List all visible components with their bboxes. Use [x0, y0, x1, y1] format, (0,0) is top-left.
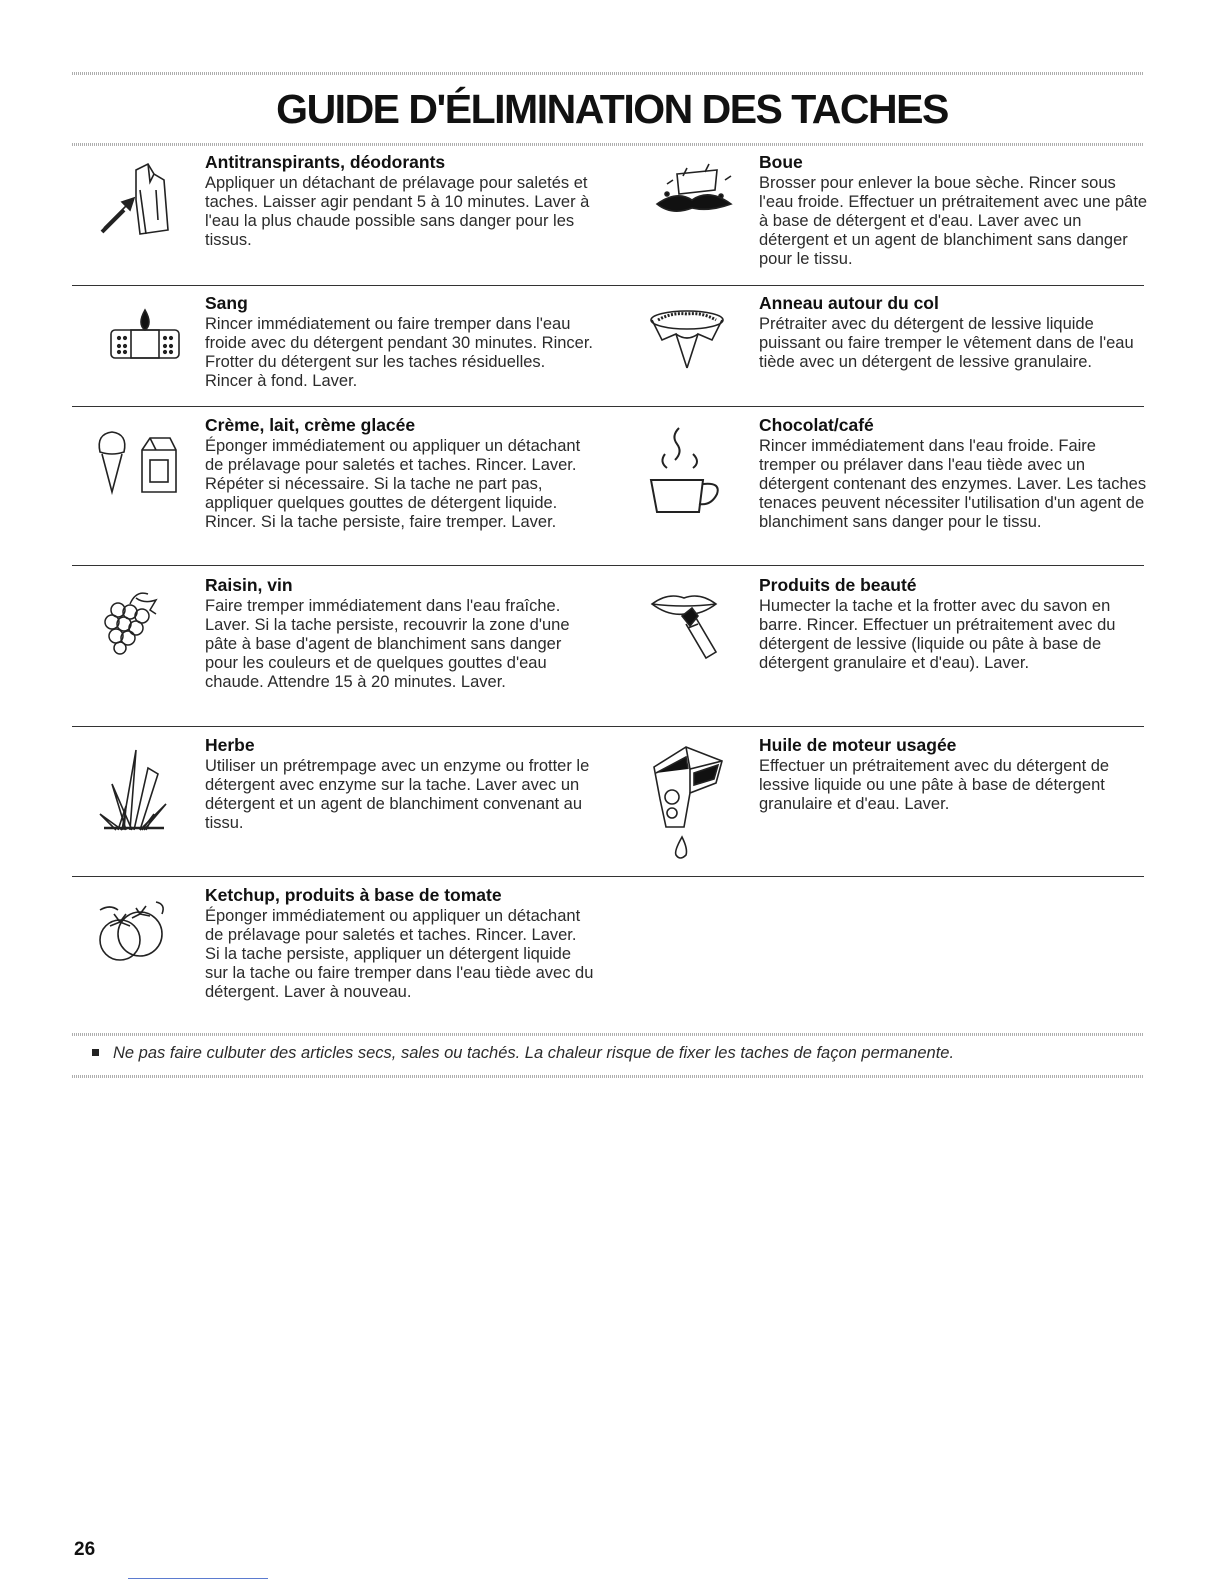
- entry-title: Boue: [759, 152, 803, 172]
- mud-splash-icon: [647, 160, 737, 220]
- stain-entry-cream-milk: [205, 415, 595, 532]
- tomato-icon: [96, 900, 178, 962]
- stain-entry-collar-ring: [759, 293, 1149, 372]
- stain-entry-blood: [205, 293, 595, 391]
- coffee-cup-icon: [645, 424, 729, 520]
- footnote-text: Ne pas faire culbuter des articles secs, sales ou tachés. La chaleur risque de fixer les taches de façon permanente.: [113, 1044, 955, 1062]
- entry-title: Huile de moteur usagée: [759, 735, 957, 755]
- entry-title: Raisin, vin: [205, 575, 293, 595]
- row-divider: [72, 406, 1144, 407]
- row-divider: [72, 565, 1144, 566]
- page-title: GUIDE D'ÉLIMINATION DES TACHES: [276, 86, 948, 132]
- entry-text: Effectuer un prétraitement avec du détergent de lessive liquide ou une pâte à base de détergent granulaire et d'eau. Laver.: [759, 757, 1110, 813]
- stain-entry-ketchup: [205, 885, 595, 1002]
- title-dotted-rule: [72, 143, 1144, 146]
- entry-title: Sang: [205, 293, 248, 313]
- stain-entry-antiperspirant: [205, 152, 595, 250]
- entry-text: Appliquer un détachant de prélavage pour saletés et taches. Laisser agir pendant 5 à 10 minutes. Laver à l'eau la plus chaude possible sans danger pour les tissus.: [205, 174, 590, 249]
- footer-link-underline: [128, 1578, 268, 1579]
- stain-entry-grass: [205, 735, 595, 833]
- entry-text: Éponger immédiatement ou appliquer un détachant de prélavage pour saletés et taches. Rincer. Laver. Répéter si nécessaire. Si la tache ne part pas, appliquer quelques gouttes de détergent liquide. Rincer. Si la tache persiste, faire tremper. Laver.: [205, 437, 581, 531]
- stain-entry-mud: [759, 152, 1149, 269]
- bullet-icon: [92, 1049, 99, 1056]
- lipstick-icon: [648, 586, 720, 668]
- ice-cream-milk-icon: [92, 424, 182, 496]
- bandage-icon: [107, 306, 183, 364]
- stain-entry-motor-oil: [759, 735, 1149, 814]
- entry-title: Ketchup, produits à base de tomate: [205, 885, 502, 905]
- row-divider: [72, 726, 1144, 727]
- note-dotted-rule-bottom: [72, 1075, 1144, 1078]
- footnote: [92, 1044, 954, 1063]
- oil-can-icon: [646, 743, 728, 863]
- entry-text: Rincer immédiatement ou faire tremper dans l'eau froide avec du détergent pendant 30 minutes. Rincer. Frotter du détergent sur les taches résiduelles. Rincer à fond. Laver.: [205, 315, 593, 390]
- grapes-icon: [96, 586, 166, 656]
- entry-title: Herbe: [205, 735, 255, 755]
- entry-text: Prétraiter avec du détergent de lessive liquide puissant ou faire tremper le vêtement dans de l'eau tiède avec un détergent de lessive granulaire.: [759, 315, 1134, 371]
- entry-title: Antitranspirants, déodorants: [205, 152, 446, 172]
- entry-text: Brosser pour enlever la boue sèche. Rincer sous l'eau froide. Effectuer un prétraitement avec une pâte à base de détergent et d'eau. Laver avec un détergent et un agent de blanchiment sans danger pour le tissu.: [759, 174, 1148, 268]
- grass-icon: [96, 744, 172, 834]
- entry-text: Humecter la tache et la frotter avec du savon en barre. Rincer. Effectuer un prétraitement avec du détergent de lessive (liquide ou pâte à base de détergent granulaire et d'eau). Laver.: [759, 597, 1116, 672]
- entry-title: Produits de beauté: [759, 575, 917, 595]
- row-divider: [72, 876, 1144, 877]
- entry-text: Éponger immédiatement ou appliquer un détachant de prélavage pour saletés et taches. Rincer. Laver. Si la tache persiste, appliquer un détergent liquide sur la tache ou faire tremper dans l'eau tiède avec du détergent. Laver à nouveau.: [205, 907, 594, 1001]
- collar-icon: [646, 306, 728, 372]
- entry-title: Anneau autour du col: [759, 293, 939, 313]
- stain-entry-beauty-products: [759, 575, 1149, 673]
- page-number: 26: [74, 1539, 96, 1560]
- entry-text: Faire tremper immédiatement dans l'eau fraîche. Laver. Si la tache persiste, recouvrir la zone d'une pâte à base d'agent de blanchiment sans danger pour les couleurs et de quelques gouttes d'eau chaude. Attendre 15 à 20 minutes. Laver.: [205, 597, 570, 691]
- entry-title: Chocolat/café: [759, 415, 874, 435]
- entry-text: Rincer immédiatement dans l'eau froide. Faire tremper ou prélaver dans l'eau tiède avec un détergent contenant des enzymes. Laver. Les taches tenaces peuvent nécessiter l'utilisation d'un agent de blanchiment sans danger pour le tissu.: [759, 437, 1147, 531]
- stain-entry-grape-wine: [205, 575, 595, 692]
- entry-text: Utiliser un prétrempage avec un enzyme ou frotter le détergent avec enzyme sur la tache. Laver avec un détergent et un agent de blanchiment convenant au tissu.: [205, 757, 590, 832]
- row-divider: [72, 285, 1144, 286]
- entry-title: Crème, lait, crème glacée: [205, 415, 416, 435]
- stain-entry-chocolate-coffee: [759, 415, 1149, 532]
- shirt-icon: [96, 160, 182, 246]
- note-dotted-rule-top: [72, 1033, 1144, 1036]
- top-dotted-rule: [72, 72, 1144, 75]
